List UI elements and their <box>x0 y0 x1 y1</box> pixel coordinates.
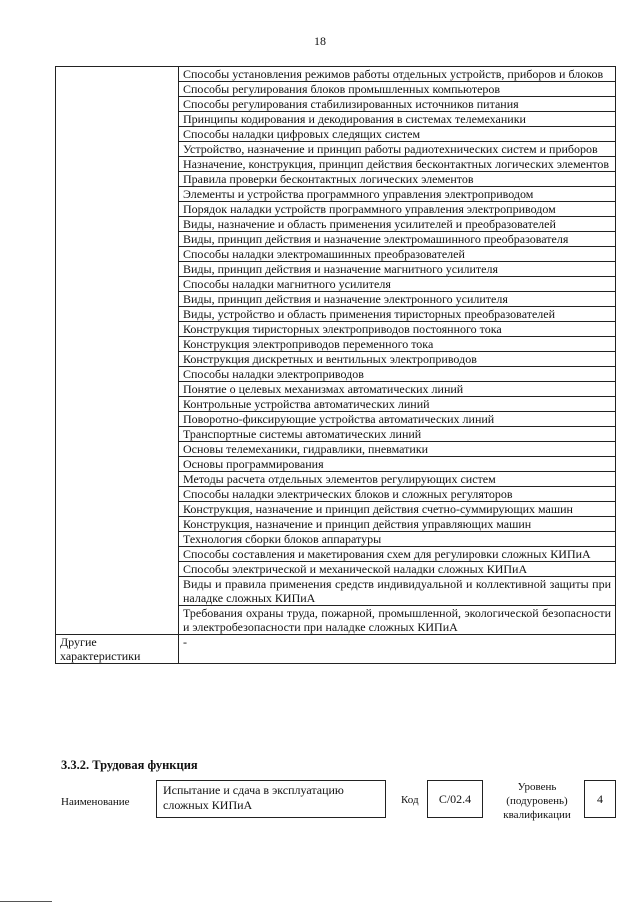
knowledge-item: Транспортные системы автоматических линий <box>179 427 616 442</box>
knowledge-item: Принципы кодирования и декодирования в системах телемеханики <box>179 112 616 127</box>
other-characteristics-value: - <box>179 635 616 664</box>
knowledge-item: Виды и правила применения средств индивидуальной и коллективной защиты при наладке сложных КИПиА <box>179 577 616 606</box>
knowledge-item: Виды, назначение и область применения усилителей и преобразователей <box>179 217 616 232</box>
function-name-field: Испытание и сдача в эксплуатацию сложных КИПиА <box>156 780 386 818</box>
knowledge-item: Конструкция дискретных и вентильных электроприводов <box>179 352 616 367</box>
knowledge-item: Правила проверки бесконтактных логических элементов <box>179 172 616 187</box>
knowledge-item: Виды, устройство и область применения тиристорных преобразователей <box>179 307 616 322</box>
table-row <box>56 67 616 82</box>
name-label: Наименование <box>61 796 130 808</box>
knowledge-item: Назначение, конструкция, принцип действия бесконтактных логических элементов <box>179 157 616 172</box>
requirements-table <box>55 66 616 664</box>
knowledge-item: Виды, принцип действия и назначение электромашинного преобразователя <box>179 232 616 247</box>
knowledge-item: Основы программирования <box>179 457 616 472</box>
knowledge-item: Конструкция тиристорных электроприводов постоянного тока <box>179 322 616 337</box>
other-characteristics-label: Другие характеристики <box>56 635 179 664</box>
knowledge-item: Способы регулирования блоков промышленных компьютеров <box>179 82 616 97</box>
qualification-level-field: 4 <box>584 780 616 818</box>
knowledge-item: Поворотно-фиксирующие устройства автоматических линий <box>179 412 616 427</box>
knowledge-item: Виды, принцип действия и назначение электронного усилителя <box>179 292 616 307</box>
knowledge-item: Способы установления режимов работы отдельных устройств, приборов и блоков <box>179 67 616 82</box>
knowledge-item: Конструкция, назначение и принцип действия управляющих машин <box>179 517 616 532</box>
knowledge-item: Элементы и устройства программного управления электроприводом <box>179 187 616 202</box>
knowledge-item: Способы наладки магнитного усилителя <box>179 277 616 292</box>
knowledge-item: Требования охраны труда, пожарной, промышленной, экологической безопасности и электробезопасности при наладке сложных КИПиА <box>179 606 616 635</box>
knowledge-item: Способы наладки электроприводов <box>179 367 616 382</box>
knowledge-item: Способы регулирования стабилизированных источников питания <box>179 97 616 112</box>
knowledge-item: Способы наладки электрических блоков и сложных регуляторов <box>179 487 616 502</box>
knowledge-item: Способы наладки цифровых следящих систем <box>179 127 616 142</box>
page-number: 18 <box>314 34 326 48</box>
section-heading: 3.3.2. Трудовая функция <box>61 758 198 772</box>
knowledge-item: Виды, принцип действия и назначение магнитного усилителя <box>179 262 616 277</box>
knowledge-item: Способы составления и макетирования схем для регулировки сложных КИПиА <box>179 547 616 562</box>
knowledge-item: Конструкция электроприводов переменного тока <box>179 337 616 352</box>
table-row-other <box>56 635 616 664</box>
knowledge-item: Контрольные устройства автоматических линий <box>179 397 616 412</box>
knowledge-item: Устройство, назначение и принцип работы радиотехнических систем и приборов <box>179 142 616 157</box>
knowledge-item: Конструкция, назначение и принцип действия счетно-суммирующих машин <box>179 502 616 517</box>
code-label: Код <box>401 794 419 806</box>
knowledge-item: Технология сборки блоков аппаратуры <box>179 532 616 547</box>
knowledge-item: Порядок наладки устройств программного управления электроприводом <box>179 202 616 217</box>
qualification-level-label: Уровень (подуровень) квалификации <box>503 781 571 821</box>
knowledge-item: Основы телемеханики, гидравлики, пневматики <box>179 442 616 457</box>
knowledge-item: Способы наладки электромашинных преобразователей <box>179 247 616 262</box>
footer-rule <box>0 901 52 902</box>
knowledge-item: Методы расчета отдельных элементов регулирующих систем <box>179 472 616 487</box>
labor-function-row <box>61 780 616 826</box>
knowledge-item: Способы электрической и механической наладки сложных КИПиА <box>179 562 616 577</box>
knowledge-label-cell <box>56 67 179 635</box>
code-field: C/02.4 <box>427 780 483 818</box>
knowledge-item: Понятие о целевых механизмах автоматических линий <box>179 382 616 397</box>
